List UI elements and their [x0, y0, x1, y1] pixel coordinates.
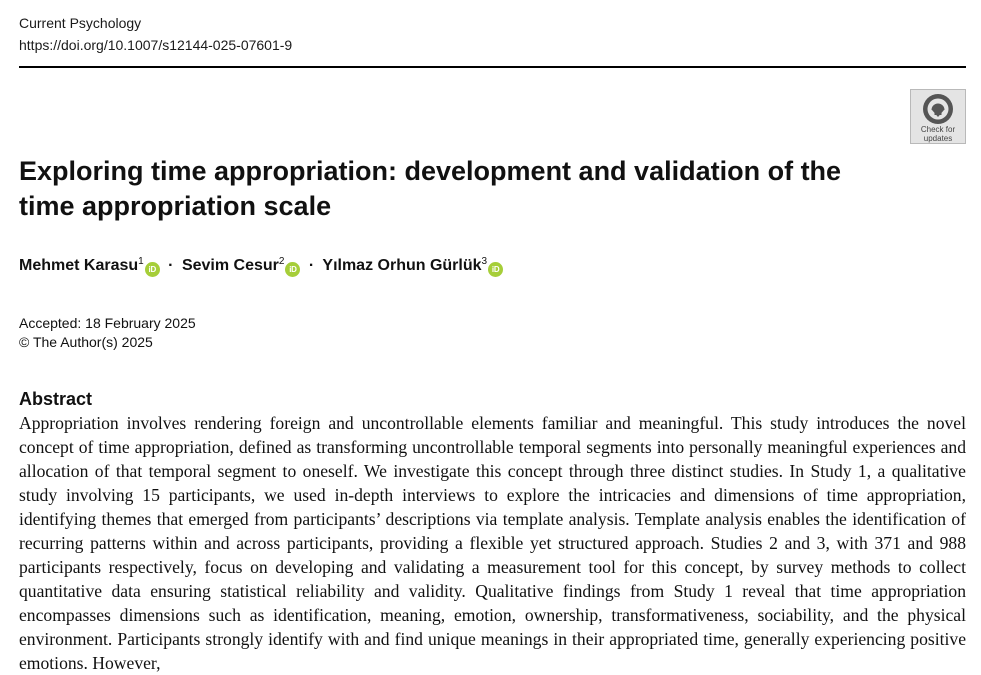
author-name[interactable]: Sevim Cesur: [181, 257, 279, 274]
badge-text-line2: updates: [923, 134, 953, 143]
header-divider: [19, 66, 966, 68]
journal-name: Current Psychology: [19, 15, 142, 31]
abstract-heading: Abstract: [19, 389, 93, 409]
abstract-text: Appropriation involves rendering foreign and uncontrollable elements familiar and meaningful. This study introduces the novel concept of time appropriation, defined as transforming uncontrollable temporal segments into personally meaningful experiences and allocation of that temporal segment to oneself. We investigate this concept through three distinct studies. In Study 1, a qualitative study involving 15 participants, we used in-depth interviews to explore the intricacies and dimensions of time appropriation, identifying themes that emerged from participants’ descriptions via template analysis. Template analysis enables the identification of recurring patterns within and across participants, providing a flexible yet structured approach. Studies 2 and 3, with 371 and 988 participants respectively, focus on developing and validating a measurement tool for this concept, by survey methods to collect quantitative data ensuring statistical reliability and validity. Qualitative findings from Study 1 reveal that time appropriation encompasses dimensions such as identification, meaning, emotion, ownership, transformativeness, sociability, and the physical environment. Participants strongly identify with and find unique meanings in their appropriated time, generally experiencing positive emotions. However,: [19, 413, 966, 673]
orcid-icon[interactable]: iD: [145, 262, 160, 277]
orcid-icon[interactable]: iD: [488, 262, 503, 277]
orcid-icon[interactable]: iD: [285, 262, 300, 277]
author-list: [19, 255, 503, 277]
doi-link[interactable]: https://doi.org/10.1007/s12144-025-07601-9: [19, 37, 293, 53]
check-for-updates-icon: [922, 93, 954, 125]
copyright-notice: © The Author(s) 2025: [19, 334, 153, 350]
accepted-date: Accepted: 18 February 2025: [19, 315, 196, 331]
check-for-updates-button[interactable]: [910, 89, 966, 144]
author-name[interactable]: Yılmaz Orhun Gürlük: [322, 257, 482, 274]
badge-text-line1: Check for: [920, 125, 956, 134]
author-separator: ·: [308, 257, 315, 274]
author-separator: ·: [168, 257, 174, 274]
affiliation-number: 2: [278, 256, 285, 267]
affiliation-number: 1: [138, 256, 144, 267]
author-name[interactable]: Mehmet Karasu: [19, 257, 139, 274]
affiliation-number: 3: [481, 256, 488, 267]
article-title: Exploring time appropriation: development and validation of the time appropriation scale: [19, 156, 842, 221]
